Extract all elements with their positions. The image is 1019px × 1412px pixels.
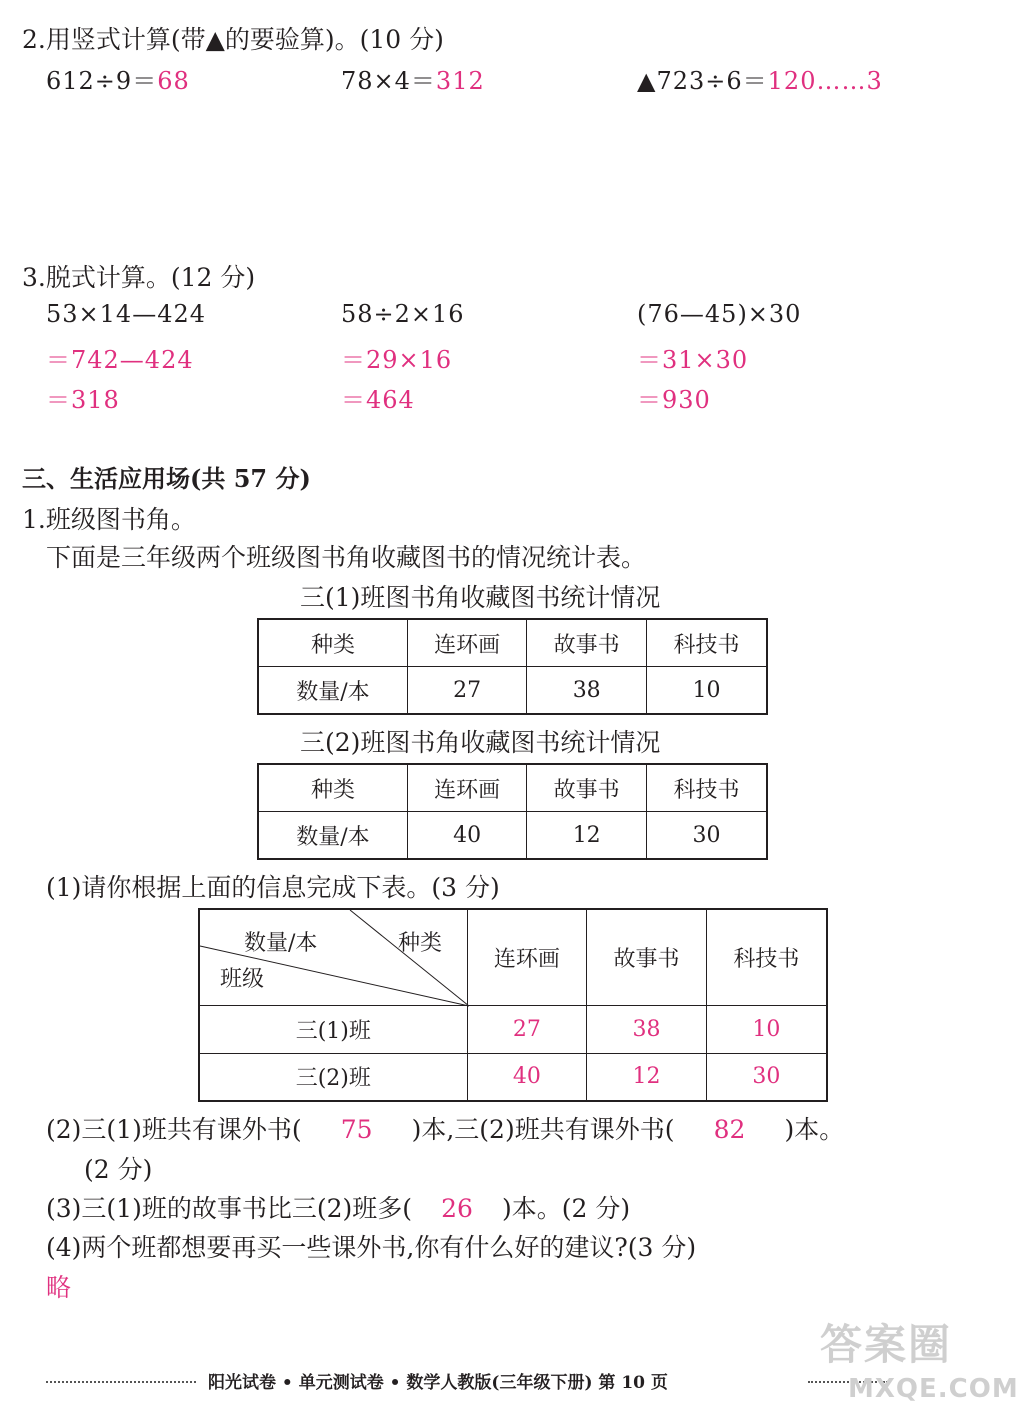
sub-question-2 [46,1110,844,1146]
sub2-answer-1: 75 [340,1115,373,1144]
table1-title: 三(1)班图书角收藏图书统计情况 [300,583,661,612]
section3-title: 3.脱式计算。(12 分) [22,263,256,292]
sub2-text-3: )本。 [784,1115,845,1144]
table-header-cell: 连环画 [467,909,587,1005]
table-row [258,619,767,667]
footer-divider-left [46,1381,196,1383]
table-row [199,1005,827,1053]
table-row [258,764,767,812]
part3-heading: 三、生活应用场(共 57 分) [22,464,311,493]
table-cell: 数量/本 [258,812,407,860]
question1-description: 下面是三年级两个班级图书角收藏图书的情况统计表。 [46,543,647,572]
table-row [199,1053,827,1101]
answer-cell: 10 [706,1005,827,1053]
calc-expr: ▲723÷6＝ [637,67,768,95]
step-calc-1-expr: 53×14—424 [46,300,206,328]
step-calc-3-expr: (76—45)×30 [637,300,802,328]
table-header-cell: 种类 [258,764,407,812]
sub-question-4: (4)两个班都想要再买一些课外书,你有什么好的建议?(3 分) [46,1233,697,1262]
sub2-answer-2: 82 [713,1115,746,1144]
table-header-cell: 故事书 [527,764,647,812]
table2-class2 [257,763,768,860]
step-calc-3-step2: ＝930 [637,386,711,414]
sub-question-3 [46,1189,630,1225]
table-header-cell: 种类 [258,619,407,667]
sub-question-1: (1)请你根据上面的信息完成下表。(3 分) [46,873,500,902]
calc-answer: 312 [435,67,485,95]
table1-class1 [257,618,768,715]
vertical-calc-2 [341,61,485,96]
step-calc-3-step1: ＝31×30 [637,346,749,374]
row-label-cell: 三(2)班 [199,1053,467,1101]
table-header-cell: 科技书 [646,619,767,667]
sub2-text-1: (2)三(1)班共有课外书( [46,1115,302,1144]
answer-cell: 27 [467,1005,587,1053]
question1-title: 1.班级图书角。 [22,505,196,534]
corner-class-label: 班级 [220,967,265,992]
corner-kind-label: 种类 [398,931,443,956]
table-header-cell: 科技书 [706,909,827,1005]
calc-expr: 78×4＝ [341,67,436,95]
watermark-url: MXQE.COM [848,1374,1019,1404]
table3-combined [198,908,828,1102]
vertical-calc-3 [637,61,883,96]
step-calc-2-step2: ＝464 [341,386,415,414]
table-cell: 27 [407,667,527,715]
table-cell: 30 [646,812,767,860]
table-row [258,812,767,860]
table-header-cell: 故事书 [587,909,707,1005]
section2-title: 2.用竖式计算(带▲的要验算)。(10 分) [22,25,444,54]
step-calc-2-step1: ＝29×16 [341,346,453,374]
calc-answer: 120……3 [767,67,883,95]
diagonal-header-cell [199,909,467,1005]
table-cell: 数量/本 [258,667,407,715]
step-calc-2-expr: 58÷2×16 [341,300,465,328]
corner-quantity-label: 数量/本 [244,931,318,956]
sub3-text-1: (3)三(1)班的故事书比三(2)班多( [46,1194,412,1223]
step-calc-1-step1: ＝742—424 [46,346,194,374]
table-cell: 40 [407,812,527,860]
calc-expr: 612÷9＝ [46,67,158,95]
vertical-calc-1 [46,61,190,96]
table-header-cell: 连环画 [407,764,527,812]
table2-title: 三(2)班图书角收藏图书统计情况 [300,728,661,757]
answer-cell: 30 [706,1053,827,1101]
sub-question-4-answer: 略 [46,1273,72,1302]
calc-answer: 68 [157,67,190,95]
row-label-cell: 三(1)班 [199,1005,467,1053]
sub2-text-2: )本,三(2)班共有课外书( [411,1115,675,1144]
sub3-answer: 26 [441,1194,473,1223]
sub-question-2-score: (2 分) [84,1155,153,1184]
table-cell: 12 [527,812,647,860]
answer-cell: 40 [467,1053,587,1101]
table-cell: 38 [527,667,647,715]
footer-text: 阳光试卷 • 单元测试卷 • 数学人教版(三年级下册) 第 10 页 [208,1373,668,1393]
step-calc-1-step2: ＝318 [46,386,120,414]
table-header-cell: 科技书 [646,764,767,812]
table-row [199,909,827,1005]
table-cell: 10 [646,667,767,715]
watermark-logo: 答案圈 [820,1320,953,1369]
table-row [258,667,767,715]
table-header-cell: 连环画 [407,619,527,667]
sub3-text-2: )本。(2 分) [502,1194,631,1223]
answer-cell: 38 [587,1005,707,1053]
answer-cell: 12 [587,1053,707,1101]
table-header-cell: 故事书 [527,619,647,667]
